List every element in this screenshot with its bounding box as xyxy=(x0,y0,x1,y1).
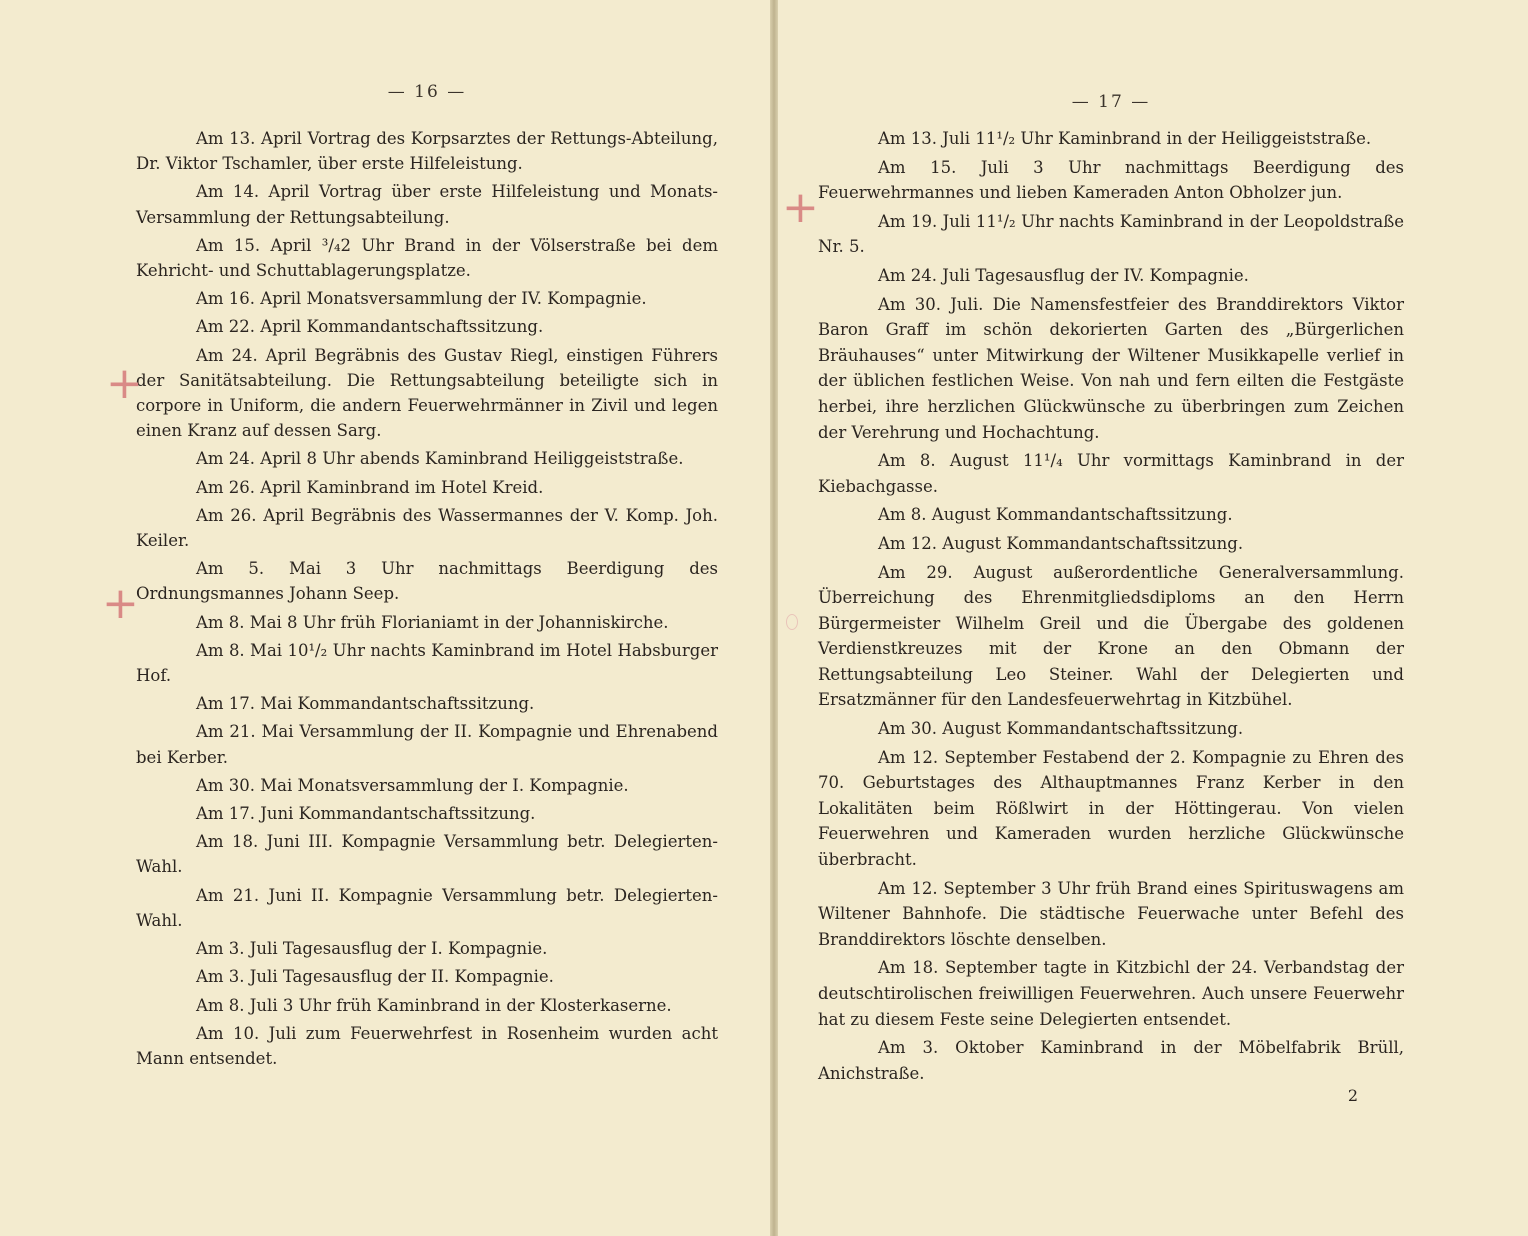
entry: Am 21. Mai Versammlung der II. Kompagnie und Ehrenabend bei Kerber. xyxy=(136,722,718,767)
entry: Am 14. April Vortrag über erste Hilfeleistung und Monats-Versammlung der Rettungsabteilung. xyxy=(136,182,718,227)
page-number-left: — 16 — xyxy=(387,82,467,102)
entry: Am 8. August 11¹/₄ Uhr vormittags Kaminbrand in der Kiebachgasse. xyxy=(818,451,1404,496)
entry: Am 13. Juli 11¹/₂ Uhr Kaminbrand in der Heiliggeiststraße. xyxy=(878,129,1372,148)
entry: Am 10. Juli zum Feuerwehrfest in Rosenheim wurden acht Mann entsendet. xyxy=(136,1023,718,1068)
entry: Am 12. September Festabend der 2. Kompagnie zu Ehren des 70. Geburtstages des Althauptmannes Franz Kerber in den Lokalitäten beim Rößlwirt in der Höttingerau. Von vielen Feuerwehren und Kameraden wurden herzliche Glückwünsche überbracht. xyxy=(818,747,1404,870)
right-page-body xyxy=(818,126,1404,1086)
entry: Am 15. Juli 3 Uhr nachmittags Beerdigung des Feuerwehrmannes und lieben Kameraden Anton Obholzer jun. xyxy=(818,157,1404,203)
entry: Am 30. Mai Monatsversammlung der I. Kompagnie. xyxy=(196,775,629,795)
entry: Am 8. Mai 8 Uhr früh Florianiamt in der Johanniskirche. xyxy=(196,612,669,632)
red-cross-mark-icon: + xyxy=(102,578,139,629)
entry: Am 19. Juli 11¹/₂ Uhr nachts Kaminbrand in der Leopoldstraße Nr. 5. xyxy=(818,211,1404,257)
entry: Am 12. September 3 Uhr früh Brand eines Spirituswagens am Wiltener Bahnhofe. Die städtische Feuerwache unter Befehl des Branddirektors löschte denselben. xyxy=(818,878,1404,949)
right-page xyxy=(778,0,1528,1236)
entry: Am 24. April 8 Uhr abends Kaminbrand Heiliggeiststraße. xyxy=(196,449,684,469)
red-cross-mark-icon: + xyxy=(106,358,143,409)
entry: Am 15. April ³/₄2 Uhr Brand in der Völserstraße bei dem Kehricht- und Schuttablagerungsplatze. xyxy=(136,235,718,281)
entry: Am 24. Juli Tagesausflug der IV. Kompagnie. xyxy=(878,265,1249,285)
entry: Am 29. August außerordentliche Generalversammlung. Überreichung des Ehrenmitgliedsdiploms an den Herrn Bürgermeister Wilhelm Greil und die Übergabe des goldenen Verdienstkreuzes mit der Krone an den Obmann der Rettungsabteilung Leo Steiner. Wahl der Delegierten und Ersatzmänner für den Landesfeuerwehrtag in Kitzbühel. xyxy=(818,562,1404,710)
entry: Am 12. August Kommandantschaftssitzung. xyxy=(878,533,1244,553)
entry: Am 22. April Kommandantschaftssitzung. xyxy=(196,317,544,337)
book-gutter xyxy=(770,0,778,1236)
entry: Am 24. April Begräbnis des Gustav Riegl, einstigen Führers der Sanitätsabteilung. Die Rettungsabteilung beteiligte sich in corpore in Uniform, die andern Feuerwehrmänner in Zivil und legen einen Kranz auf dessen Sarg. xyxy=(136,345,718,441)
entry: Am 3. Oktober Kaminbrand in der Möbelfabrik Brüll, Anichstraße. xyxy=(818,1038,1404,1083)
faint-stain-mark xyxy=(786,614,798,630)
entry: Am 3. Juli Tagesausflug der II. Kompagnie. xyxy=(196,967,554,987)
red-cross-mark-icon: + xyxy=(782,182,819,233)
entry: Am 30. Juli. Die Namensfestfeier des Branddirektors Viktor Baron Graff im schön dekorierten Garten des „Bürgerlichen Bräuhauses“ unter Mitwirkung der Wiltener Musikkapelle verlief in der üblichen festlichen Weise. Von nah und fern eilten die Festgäste herbei, ihre herzlichen Glückwünsche zu überbringen zum Zeichen der Verehrung und Hochachtung. xyxy=(818,294,1404,442)
entry: Am 26. April Kaminbrand im Hotel Kreid. xyxy=(196,477,544,497)
entry: Am 18. September tagte in Kitzbichl der 24. Verbandstag der deutschtirolischen freiwilligen Feuerwehren. Auch unsere Feuerwehr hat zu diesem Feste seine Delegierten entsendet. xyxy=(818,958,1404,1029)
entry: Am 8. Juli 3 Uhr früh Kaminbrand in der Klosterkaserne. xyxy=(196,995,672,1015)
entry: Am 13. April Vortrag des Korpsarztes der Rettungs-Abteilung, Dr. Viktor Tschamler, über erste Hilfeleistung. xyxy=(136,129,718,174)
entry: Am 5. Mai 3 Uhr nachmittags Beerdigung des Ordnungsmannes Johann Seep. xyxy=(136,559,718,604)
entry: Am 26. April Begräbnis des Wassermannes der V. Komp. Joh. Keiler. xyxy=(136,505,718,551)
entry: Am 30. August Kommandantschaftssitzung. xyxy=(878,719,1244,739)
entry: Am 18. Juni III. Kompagnie Versammlung betr. Delegierten-Wahl. xyxy=(136,832,718,877)
signature-mark: 2 xyxy=(1347,1086,1358,1105)
entry: Am 17. Mai Kommandantschaftssitzung. xyxy=(196,694,535,714)
entry: Am 21. Juni II. Kompagnie Versammlung betr. Delegierten-Wahl. xyxy=(136,885,718,930)
entry: Am 8. August Kommandantschaftssitzung. xyxy=(878,505,1233,525)
entry: Am 3. Juli Tagesausflug der I. Kompagnie. xyxy=(196,939,548,959)
entry: Am 16. April Monatsversammlung der IV. Kompagnie. xyxy=(196,289,647,309)
page-number-right: — 17 — xyxy=(1071,92,1151,112)
left-page-body xyxy=(136,126,718,1071)
entry: Am 8. Mai 10¹/₂ Uhr nachts Kaminbrand im Hotel Habsburger Hof. xyxy=(136,640,718,686)
entry: Am 17. Juni Kommandantschaftssitzung. xyxy=(196,804,536,824)
